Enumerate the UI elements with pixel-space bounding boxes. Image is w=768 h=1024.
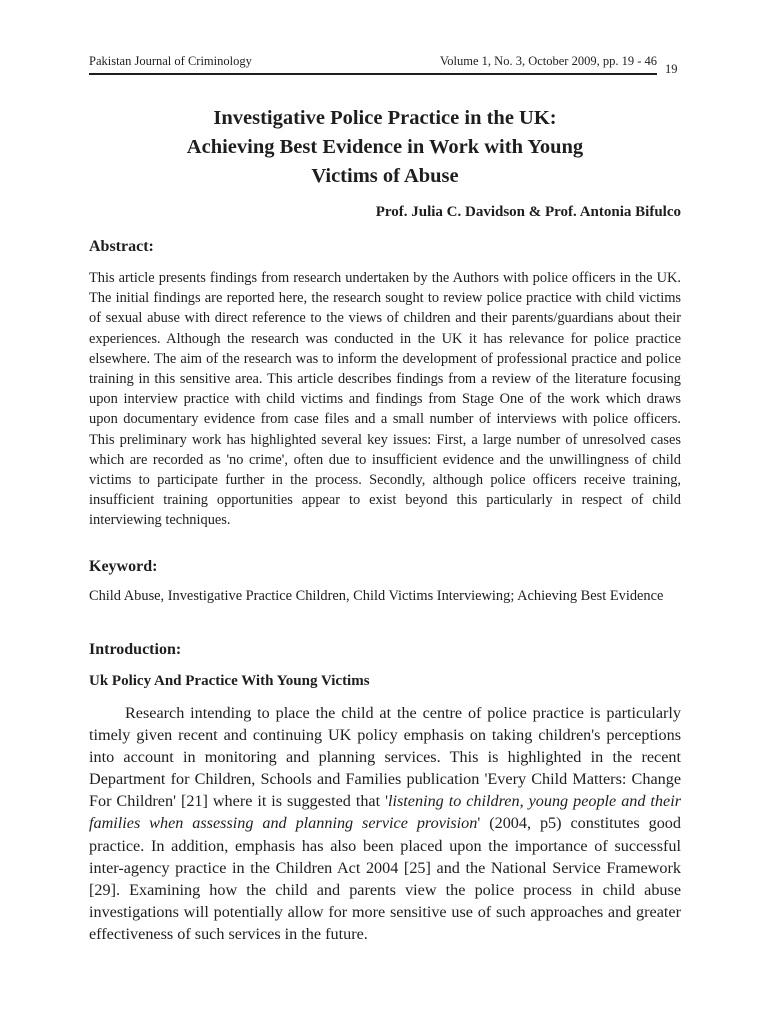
introduction-paragraph	[89, 702, 681, 945]
intro-quote: listening to children, young people and their families when assessing and planning service provision	[89, 792, 681, 833]
volume-info: Volume 1, No. 3, October 2009, pp. 19 - 46	[439, 54, 657, 68]
intro-text-part-2: ' (2004, p5) constitutes good practice. In addition, emphasis has also been placed upon the importance of successful inter-agency practice in the Children Act 2004 [25] and the National Service Framework [29]. Examining how the child and parents view the police process in child abuse investigations will potentially allow for more sensitive use of such approaches and greater effectiveness of such services in the future.	[89, 814, 681, 943]
intro-text-part-1: Research intending to place the child at the centre of police practice is particularly timely given recent and continuing UK policy emphasis on taking children's perceptions into account in monitoring and planning services. This is highlighted in the recent Department for Children, Schools and Families publication 'Every Child Matters: Change For Children' [21] where it is suggested that '	[89, 704, 681, 811]
abstract-heading: Abstract:	[89, 238, 154, 255]
authors: Prof. Julia C. Davidson & Prof. Antonia Bifulco	[375, 204, 681, 220]
abstract-text: This article presents findings from research undertaken by the Authors with police officers in the UK. The initial findings are reported here, the research sought to review police practice with child victims of sexual abuse with direct reference to the views of children and their parents/guardians about their experiences. Although the research was conducted in the UK it has relevance for police practice elsewhere. The aim of the research was to inform the development of professional practice and police training in this sensitive area. This article describes findings from a review of the literature focusing upon interview practice with child victims and findings from Stage One of the work which draws upon documentary evidence from case files and a small number of interviews with police officers. This preliminary work has highlighted several key issues: First, a large number of unresolved cases which are recorded as 'no crime', often due to insufficient evidence and the unwillingness of child victims to participate further in the process. Secondly, although police officers receive training, insufficient training opportunities appear to exist beyond this particularly in respect of child interviewing techniques.	[89, 270, 681, 529]
running-header	[89, 54, 657, 74]
article-title	[89, 104, 681, 191]
title-line-2: Achieving Best Evidence in Work with Young	[186, 136, 584, 158]
journal-name: Pakistan Journal of Criminology	[89, 54, 252, 68]
header-rule	[89, 73, 657, 75]
keyword-heading: Keyword:	[89, 558, 158, 575]
section-subheading: Uk Policy And Practice With Young Victims	[89, 673, 370, 689]
title-line-3: Victims of Abuse	[311, 165, 459, 187]
introduction-heading: Introduction:	[89, 641, 182, 658]
title-line-1: Investigative Police Practice in the UK:	[213, 107, 557, 129]
keyword-text: Child Abuse, Investigative Practice Children, Child Victims Interviewing; Achieving Best Evidence	[89, 588, 664, 604]
page-number: 19	[665, 62, 678, 76]
